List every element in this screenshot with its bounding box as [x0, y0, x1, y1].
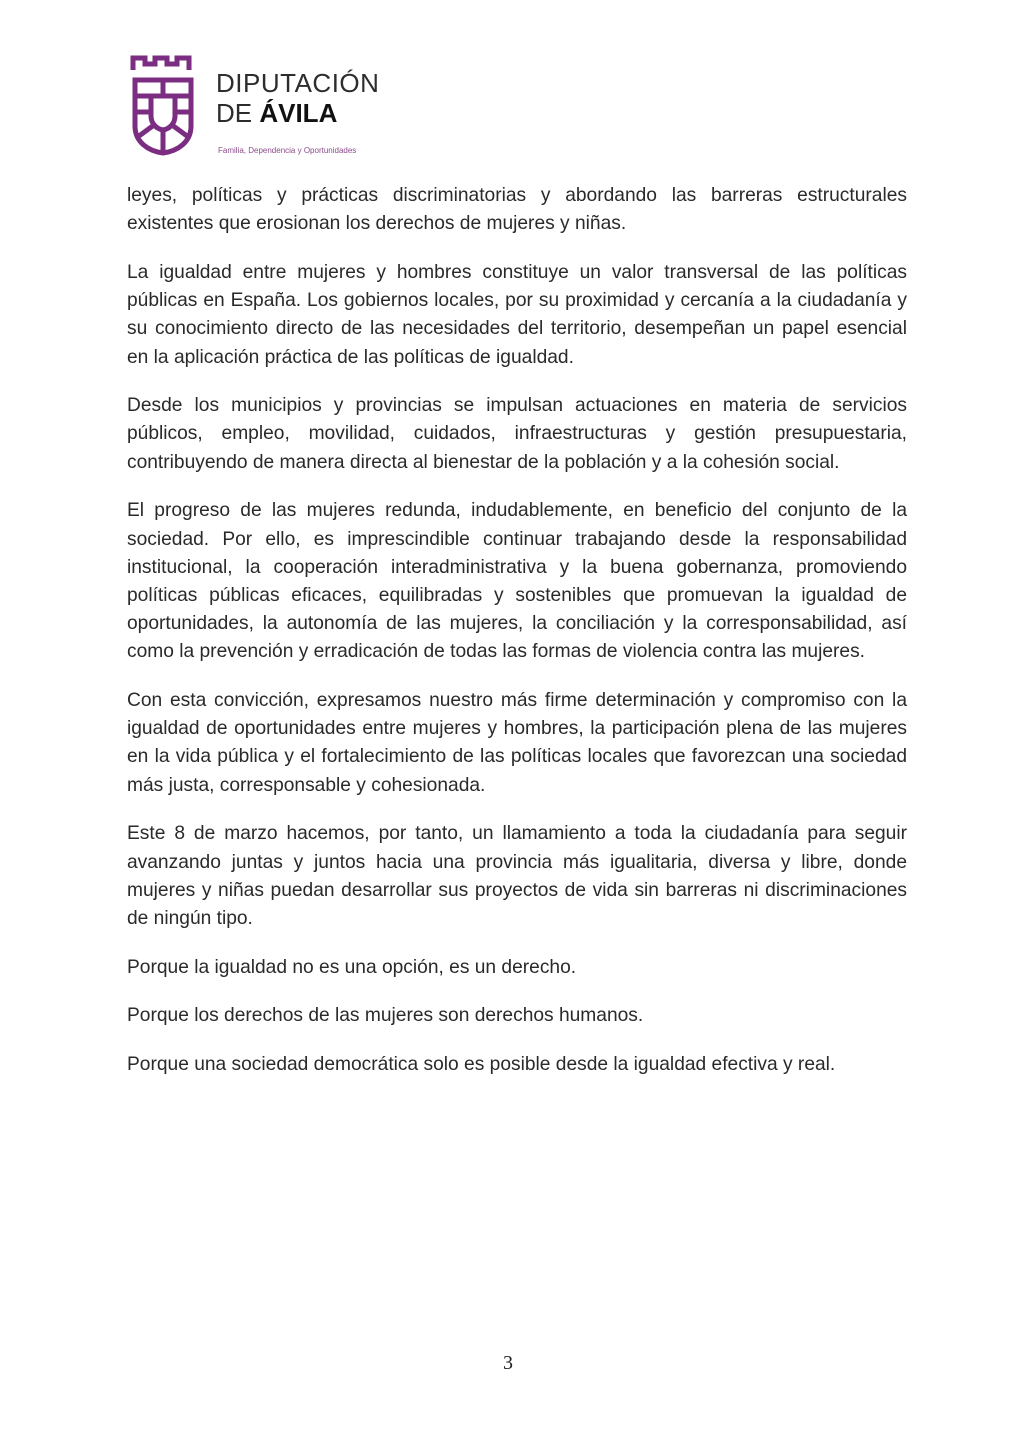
closing-statement: Porque una sociedad democrática solo es posible desde la igualdad efectiva y real. — [127, 1054, 836, 1076]
department-tagline: Familia, Dependencia y Oportunidades — [218, 146, 357, 155]
page-number: 3 — [503, 1352, 513, 1374]
document-body — [127, 182, 907, 1100]
letterhead — [130, 52, 430, 162]
paragraph: leyes, políticas y prácticas discriminatorias y abordando las barreras estructurales existentes que erosionan los derechos de mujeres y niñas. — [127, 185, 907, 235]
paragraph: Con esta convicción, expresamos nuestro más firme determinación y compromiso con la igualdad de oportunidades entre mujeres y hombres, la participación plena de las mujeres en la vida pública y el fortalecimiento de las políticas locales que favorezcan una sociedad más justa, corresponsable y cohesionada. — [127, 690, 907, 796]
organization-name-bold: ÁVILA — [259, 98, 338, 128]
organization-name-prefix: DE — [216, 98, 260, 128]
paragraph: El progreso de las mujeres redunda, indudablemente, en beneficio del conjunto de la sociedad. Por ello, es imprescindible continuar trabajando desde la responsabilidad institucional, la cooperación interadministrativa y la buena gobernanza, promoviendo políticas públicas eficaces, equilibradas y sostenibles que promuevan la igualdad de oportunidades, la autonomía de las mujeres, la conciliación y la corresponsabilidad, así como la prevención y erradicación de todas las formas de violencia contra las mujeres. — [127, 500, 907, 663]
paragraph: La igualdad entre mujeres y hombres constituye un valor transversal de las políticas públicas en España. Los gobiernos locales, por su proximidad y cercanía a la ciudadanía y su conocimiento directo de las necesidades del territorio, desempeñan un papel esencial en la aplicación práctica de las políticas de igualdad. — [127, 261, 907, 368]
organization-name-line1: DIPUTACIÓN — [216, 68, 380, 98]
organization-name-line2 — [216, 100, 379, 126]
castle-shield-icon — [130, 52, 196, 156]
closing-statement: Porque los derechos de las mujeres son derechos humanos. — [127, 1005, 644, 1027]
paragraph: Desde los municipios y provincias se impulsan actuaciones en materia de servicios públicos, empleo, movilidad, cuidados, infraestructuras y gestión presupuestaria, contribuyendo de manera directa al bienestar de la población y a la cohesión social. — [127, 395, 907, 473]
organization-name — [216, 70, 379, 126]
closing-statement: Porque la igualdad no es una opción, es un derecho. — [127, 956, 577, 978]
paragraph: Este 8 de marzo hacemos, por tanto, un llamamiento a toda la ciudadanía para seguir avanzando juntas y juntos hacia una provincia más igualitaria, diversa y libre, donde mujeres y niñas puedan desarrollar sus proyectos de vida sin barreras ni discriminaciones de ningún tipo. — [127, 823, 907, 929]
